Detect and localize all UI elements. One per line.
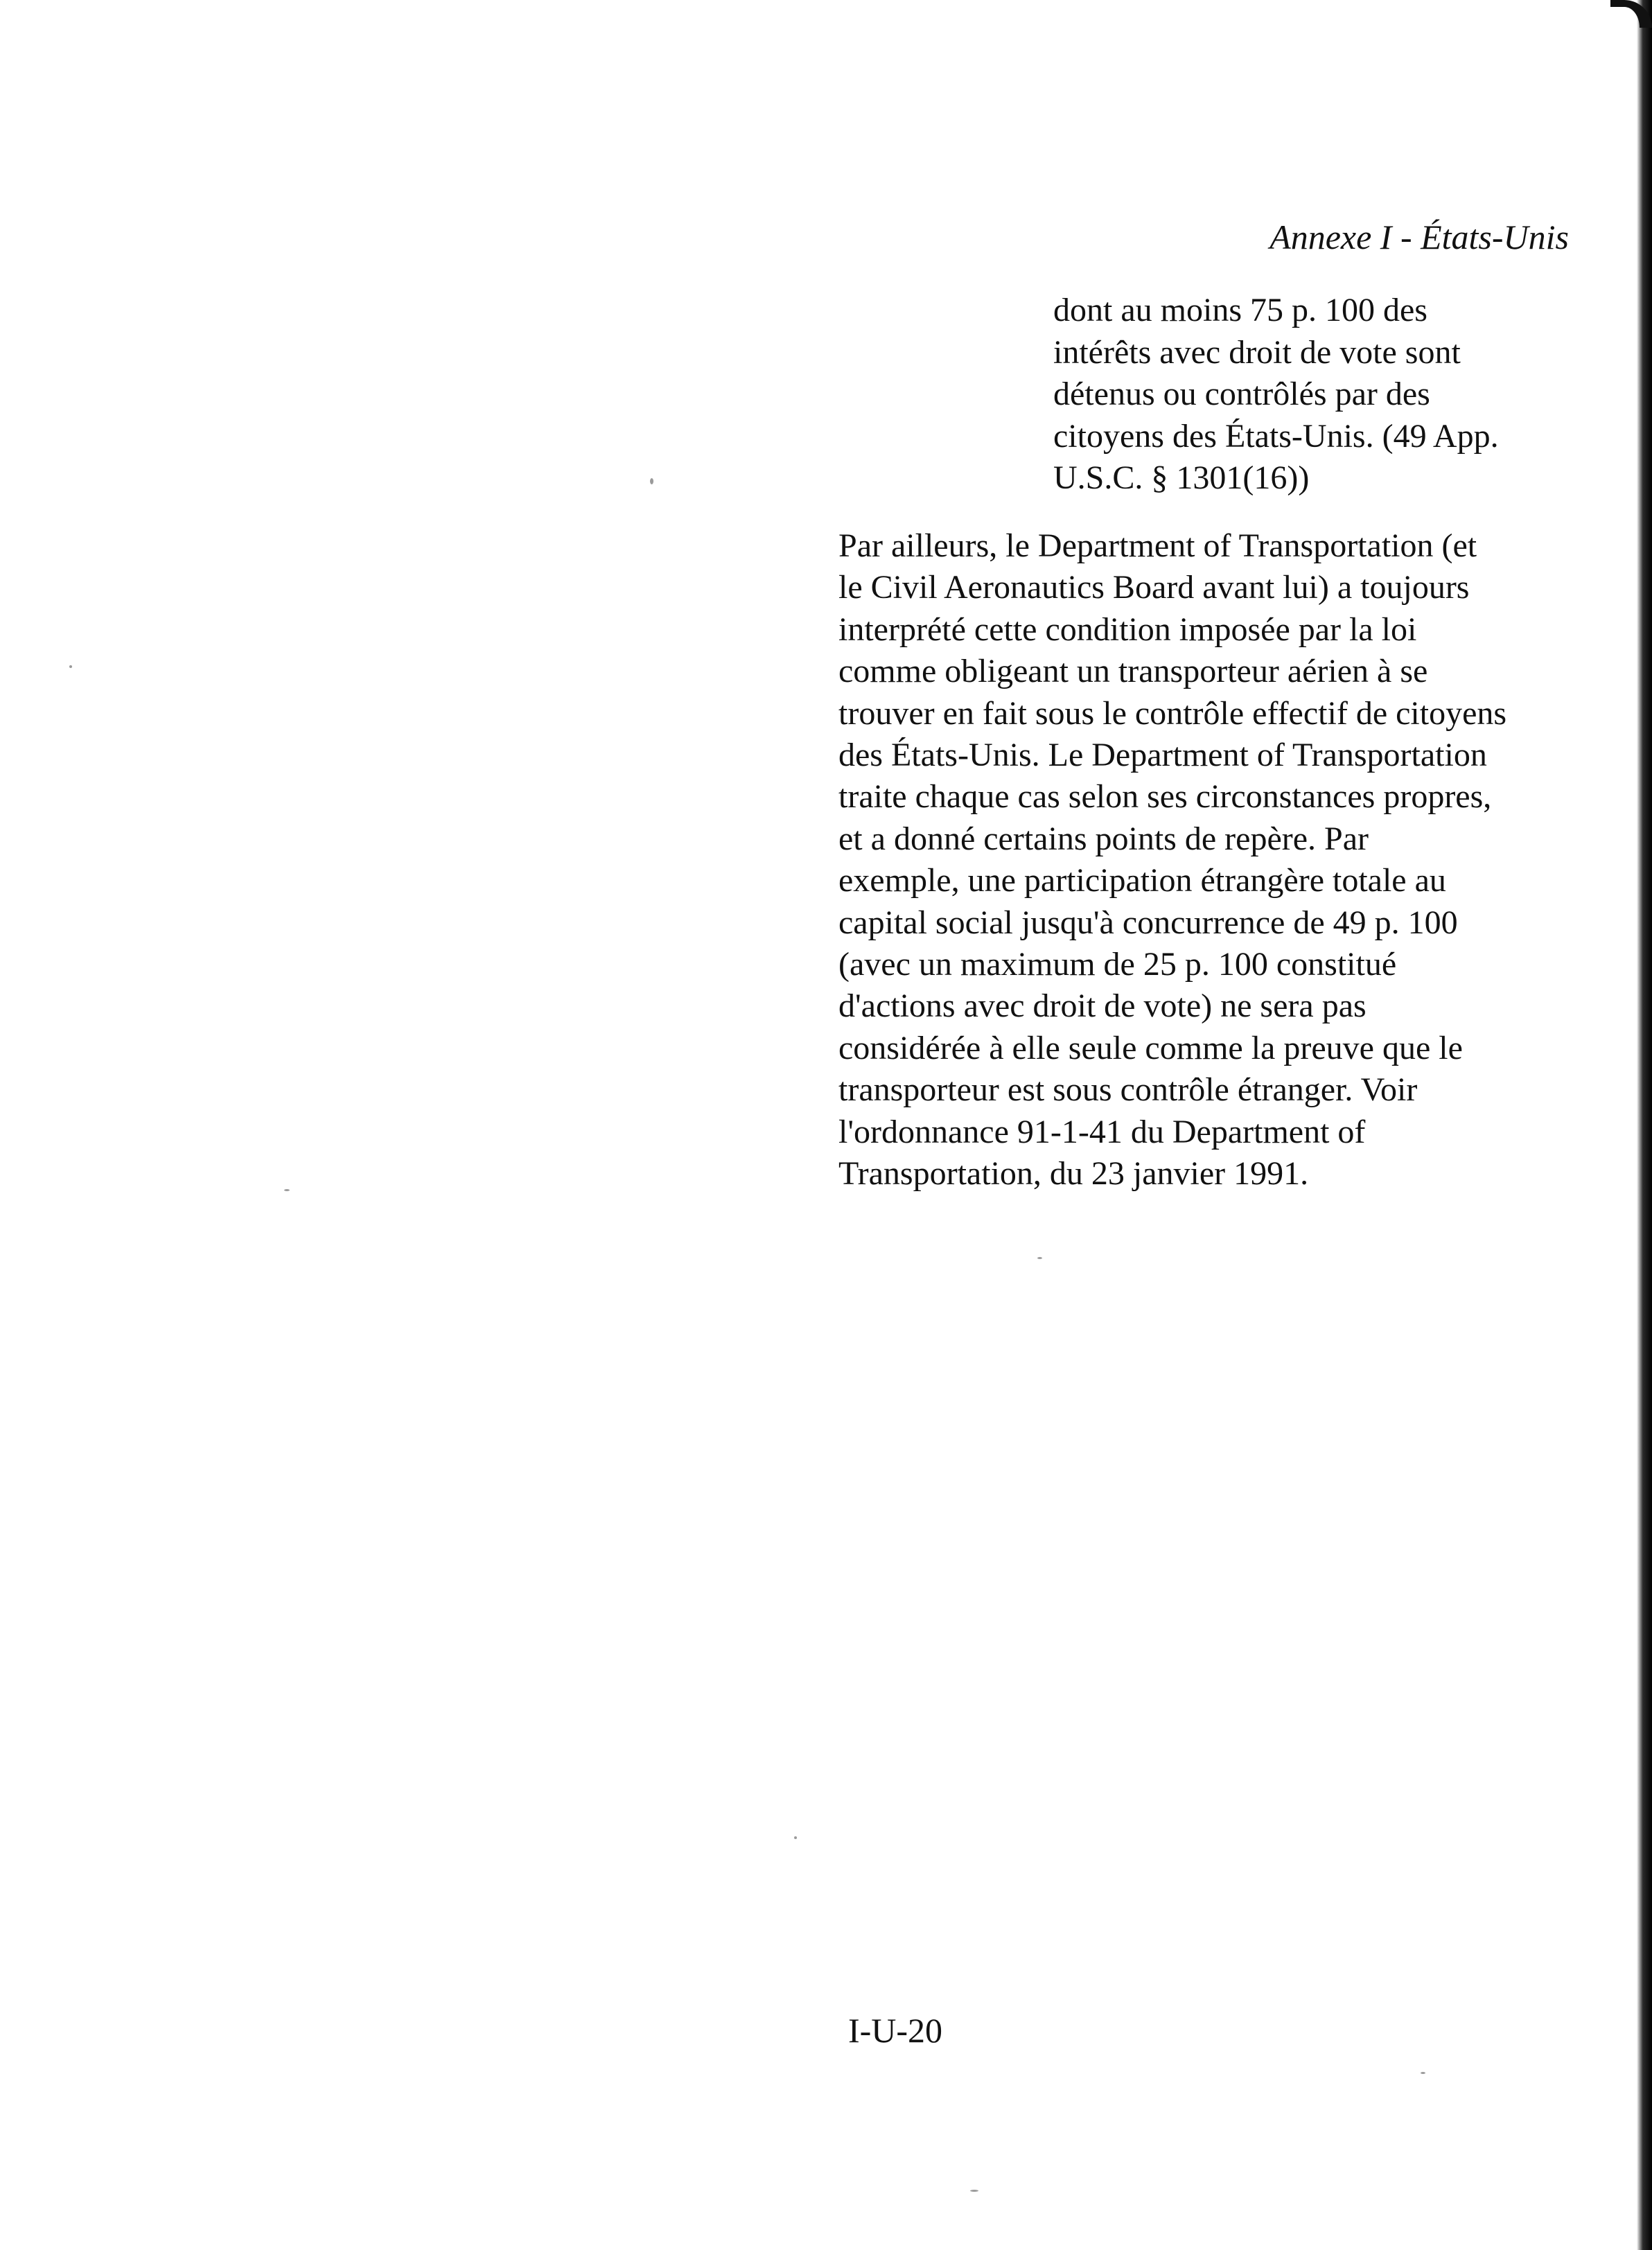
quote-line: U.S.C. § 1301(16)) [1053,459,1310,496]
body-paragraph [838,525,1573,1195]
body-line: d'actions avec droit de vote) ne sera pas [838,987,1367,1025]
scan-speck [650,478,653,484]
body-line: exemple, une participation étrangère totale au [838,862,1446,899]
page-binding-edge [1637,0,1652,2250]
quote-line: dont au moins 75 p. 100 des [1053,292,1427,328]
body-line: Par ailleurs, le Department of Transportation (et [838,527,1477,564]
scan-speck [69,665,72,668]
body-line: traite chaque cas selon ses circonstances propres, [838,778,1492,816]
body-line: capital social jusqu'à concurrence de 49 p. 100 [838,904,1458,941]
scan-speck [284,1189,290,1191]
quote-line: citoyens des États-Unis. (49 App. [1053,417,1499,455]
body-line: transporteur est sous contrôle étranger. Voir [838,1071,1418,1109]
scan-speck [794,1836,797,1839]
scan-speck [970,2190,978,2192]
running-header: Annexe I - États-Unis [1269,218,1569,256]
quote-line: intérêts avec droit de vote sont [1053,333,1461,371]
body-line: (avec un maximum de 25 p. 100 constitué [838,946,1397,983]
body-line: des États-Unis. Le Department of Transportation [838,737,1487,774]
scan-speck [1421,2072,1425,2074]
body-line: interprété cette condition imposée par la loi [838,610,1417,648]
quote-line: détenus ou contrôlés par des [1053,376,1430,412]
body-line: et a donné certains points de repère. Par [838,820,1369,857]
scan-speck [1037,1257,1042,1259]
body-line: le Civil Aeronautics Board avant lui) a toujours [838,569,1470,606]
body-line: comme obligeant un transporteur aérien à se [838,653,1428,690]
quoted-definition [1053,290,1580,500]
page-number: I-U-20 [848,2011,943,2050]
body-line: Transportation, du 23 janvier 1991. [838,1155,1309,1193]
body-line: considérée à elle seule comme la preuve que le [838,1029,1463,1066]
body-line: l'ordonnance 91-1-41 du Department of [838,1113,1366,1150]
body-line: trouver en fait sous le contrôle effectif de citoyens [838,694,1507,732]
